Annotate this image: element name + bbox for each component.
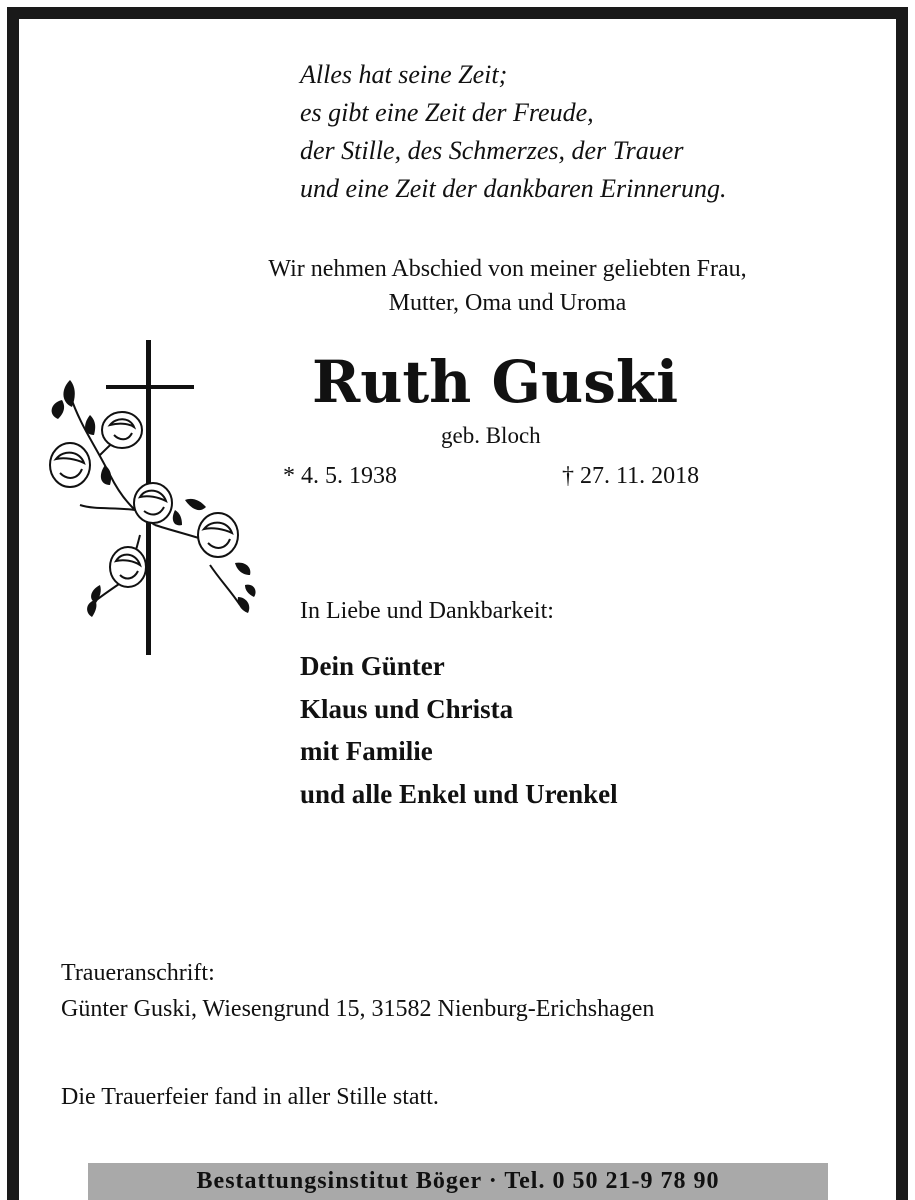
service-note: Die Trauerfeier fand in aller Stille statt. <box>61 1084 439 1110</box>
mourning-address <box>61 955 654 1027</box>
intro-line: Mutter, Oma und Uroma <box>388 290 627 316</box>
poem-line: es gibt eine Zeit der Freude, <box>300 98 594 127</box>
deceased-name: Ruth Guski <box>312 348 679 416</box>
mourner-name: mit Familie <box>300 736 433 766</box>
poem <box>300 56 727 208</box>
death-date: † 27. 11. 2018 <box>562 463 700 489</box>
poem-line: und eine Zeit der dankbaren Erinnerung. <box>300 174 727 203</box>
mourner-name: und alle Enkel und Urenkel <box>300 778 618 809</box>
mourners-list <box>300 645 618 815</box>
intro-line: Wir nehmen Abschied von meiner geliebten Frau, <box>268 256 747 282</box>
mourner-name: Klaus und Christa <box>300 693 514 724</box>
birth-date: * 4. 5. 1938 <box>283 463 397 489</box>
poem-line: Alles hat seine Zeit; <box>300 60 508 89</box>
address-value: Günter Guski, Wiesengrund 15, 31582 Nienburg-Erichshagen <box>61 996 655 1022</box>
poem-line: der Stille, des Schmerzes, der Trauer <box>300 136 684 165</box>
maiden-name: geb. Bloch <box>441 423 541 448</box>
farewell-intro <box>100 252 915 320</box>
cross-with-roses-icon <box>40 335 270 660</box>
funeral-home-footer: Bestattungsinstitut Böger · Tel. 0 50 21-9 78 90 <box>88 1163 828 1200</box>
address-label: Traueranschrift: <box>61 960 215 986</box>
mourners-heading: In Liebe und Dankbarkeit: <box>300 598 554 624</box>
mourner-name: Dein Günter <box>300 651 445 681</box>
